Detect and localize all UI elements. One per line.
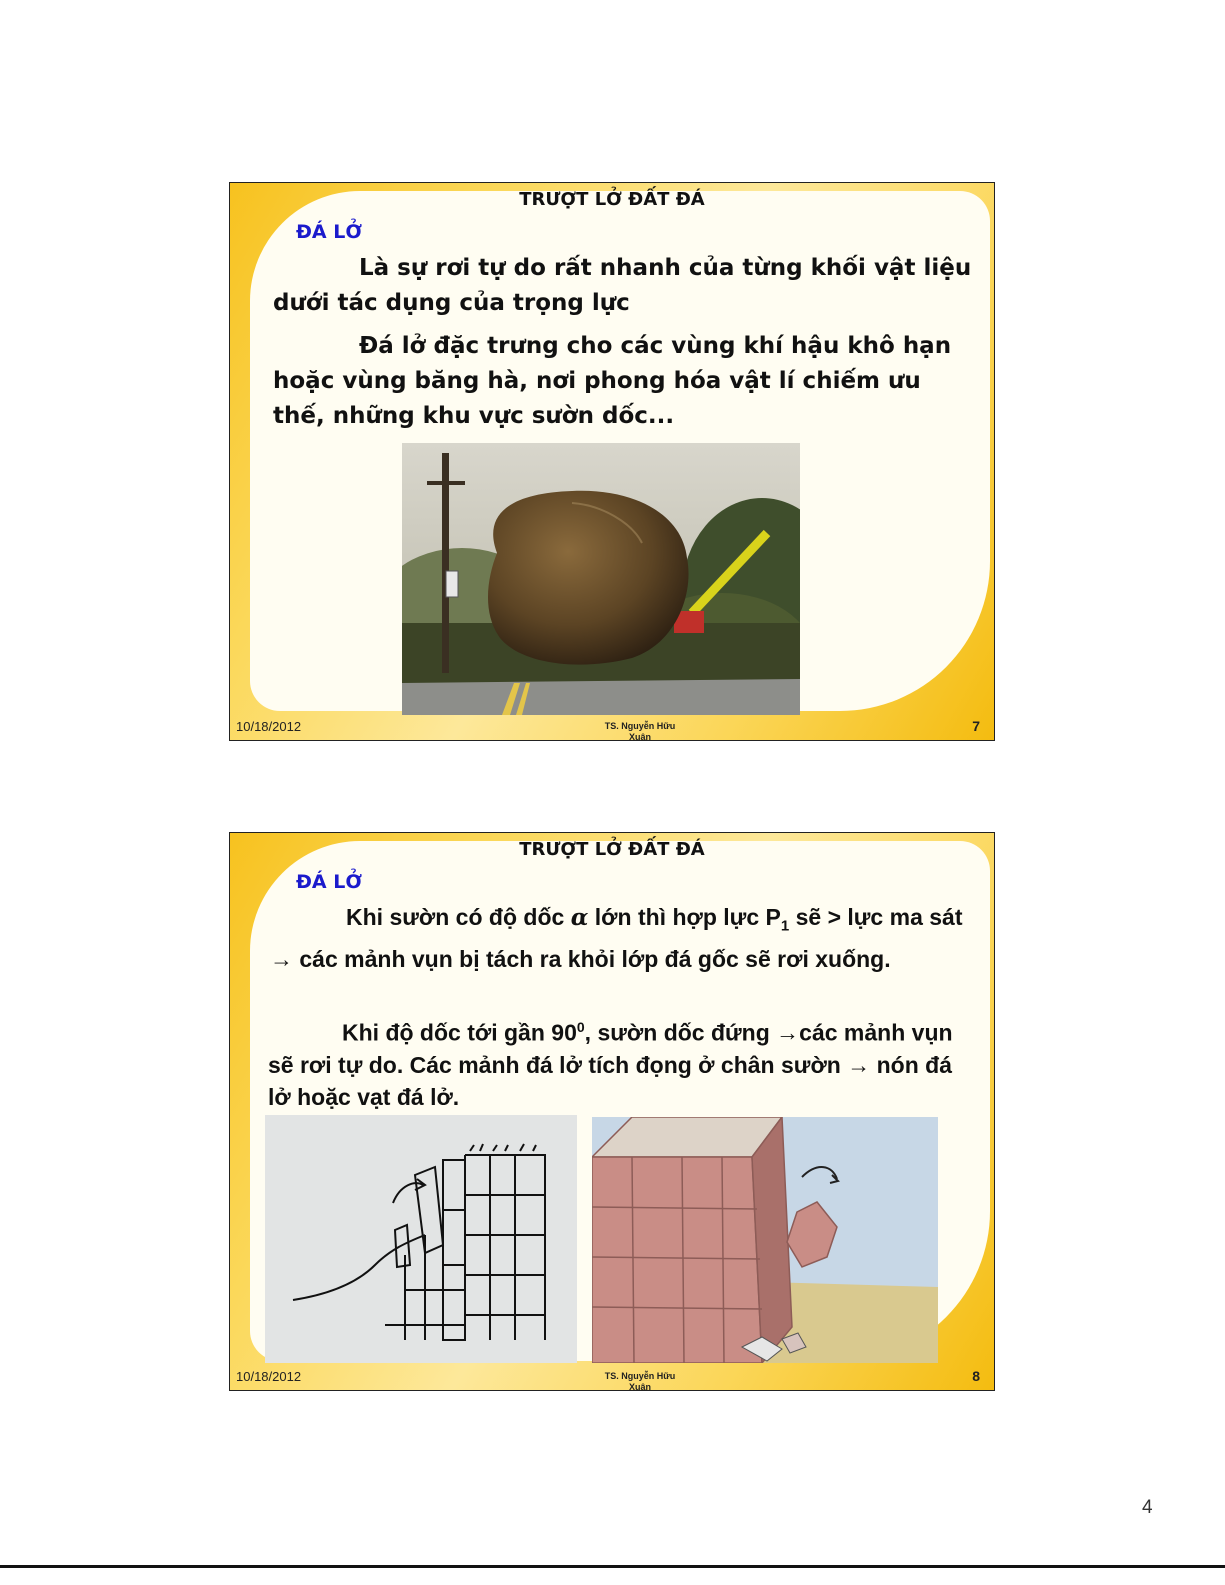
- slide-7: [229, 182, 995, 741]
- rockfall-illustration: [592, 1117, 938, 1363]
- cliff-sketch-illustration: [265, 1115, 577, 1363]
- boulder-on-road-photo: [402, 443, 800, 715]
- paragraph-2: Đá lở đặc trưng cho các vùng khí hậu khô hạn hoặc vùng băng hà, nơi phong hóa vật lí chiếm ưu thế, những khu vực sườn dốc...: [273, 333, 952, 429]
- slide-subtitle: ĐÁ LỞ: [296, 871, 362, 893]
- slide-8: [229, 832, 995, 1391]
- slide-number: 7: [972, 718, 980, 734]
- slide-subtitle: ĐÁ LỞ: [296, 221, 362, 243]
- slide-title: TRƯỢT LỞ ĐẤT ĐÁ: [519, 189, 705, 210]
- page-number: 4: [1142, 1497, 1153, 1518]
- paragraph-2: Khi độ dốc tới gần $90^0$, sườn dốc đứng →các mảnh vụn sẽ rơi tự do. Các mảnh đá lở tích đọng ở chân sườn → nón đá lở hoặc vạt đá lở.: [268, 1019, 953, 1110]
- slide-title: TRƯỢT LỞ ĐẤT ĐÁ: [519, 839, 705, 860]
- slide-number: 8: [972, 1368, 980, 1384]
- slide-author: TS. Nguyễn Hữu Xuân: [604, 721, 676, 741]
- slide-author: TS. Nguyễn Hữu Xuân: [604, 1371, 676, 1391]
- paragraph-1: Là sự rơi tự do rất nhanh của từng khối vật liệu dưới tác dụng của trọng lực: [273, 255, 972, 316]
- slide-date: 10/18/2012: [236, 1369, 302, 1384]
- paragraph-1: Khi sườn có độ dốc α lớn thì hợp lực $P_1$ sẽ > lực ma sát → các mảnh vụn bị tách ra khỏi lớp đá gốc sẽ rơi xuống.: [270, 904, 963, 972]
- slide-date: 10/18/2012: [236, 719, 302, 734]
- page-bottom-rule: [0, 1565, 1225, 1568]
